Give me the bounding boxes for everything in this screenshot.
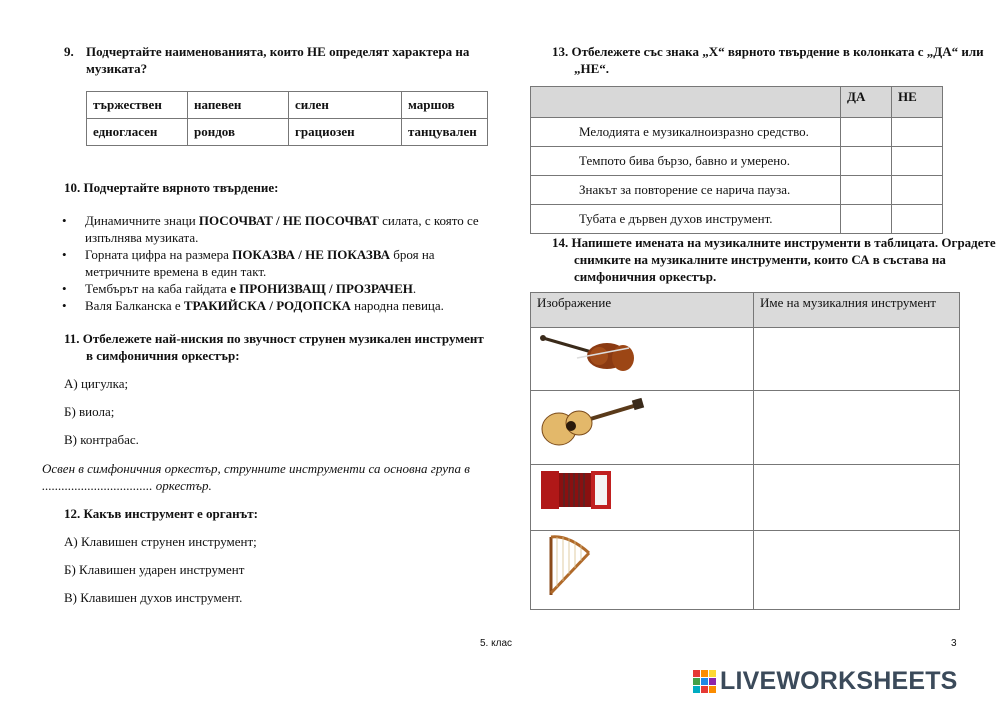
page-number: 3 <box>951 638 957 649</box>
answer-option[interactable]: А) Клавишен струнен инструмент; <box>64 534 257 549</box>
liveworksheets-logo[interactable] <box>693 667 958 696</box>
question-number: 9. <box>64 44 74 59</box>
statement-item[interactable]: • Тембърът на каба гайдата е ПРОНИЗВАЩ / ПРОЗРАЧЕН. <box>60 280 490 297</box>
harp-icon <box>537 531 597 599</box>
no-cell[interactable] <box>892 147 943 176</box>
yes-cell[interactable] <box>841 118 892 147</box>
answer-option[interactable]: В) Клавишен духов инструмент. <box>64 590 243 605</box>
word-cell[interactable]: танцувален <box>402 119 488 146</box>
name-column-header: Име на музикалния инструмент <box>754 293 960 328</box>
word-cell[interactable]: едногласен <box>87 119 188 146</box>
question-14-title: 14. Напишете имената на музикалните инструменти в таблицата. Оградете снимките на музикалните инструменти, които СА в състава на симфоничния оркестър. <box>552 235 996 284</box>
footer-grade: 5. клас <box>480 638 513 649</box>
word-cell[interactable]: тържествен <box>87 92 188 119</box>
name-input-cell[interactable] <box>754 328 960 391</box>
statement-cell: Знакът за повторение се нарича пауза. <box>531 176 841 205</box>
image-cell[interactable] <box>531 531 754 610</box>
characters-table <box>86 91 488 146</box>
answer-option[interactable]: Б) Клавишен ударен инструмент <box>64 562 245 577</box>
word-cell[interactable]: силен <box>289 92 402 119</box>
statement-list <box>60 212 490 314</box>
true-false-table <box>530 86 943 234</box>
statement-item[interactable]: • Валя Балканска е ТРАКИЙСКА / РОДОПСКА народна певица. <box>60 297 490 314</box>
name-input-cell[interactable] <box>754 465 960 531</box>
word-cell[interactable]: рондов <box>188 119 289 146</box>
name-input-cell[interactable] <box>754 531 960 610</box>
statement-cell: Мелодията е музикалноизразно средство. <box>531 118 841 147</box>
question-13-title: 13. Отбележете със знака „X“ вярното твърдение в колонката с „ДА“ или „НЕ“. <box>552 44 984 76</box>
instruments-table <box>530 292 960 610</box>
violin-icon <box>537 328 637 378</box>
header-blank <box>531 87 841 118</box>
image-cell[interactable] <box>531 328 754 391</box>
answer-option[interactable]: А) цигулка; <box>64 376 129 391</box>
statement-cell: Тубата е дървен духов инструмент. <box>531 205 841 234</box>
question-9 <box>64 43 504 77</box>
yes-cell[interactable] <box>841 147 892 176</box>
word-cell[interactable]: напевен <box>188 92 289 119</box>
guitar-icon <box>537 391 647 451</box>
accordion-icon <box>537 465 627 515</box>
no-header: НЕ <box>892 87 943 118</box>
image-cell[interactable] <box>531 391 754 465</box>
no-cell[interactable] <box>892 118 943 147</box>
question-11-title: 11. Отбележете най-ниския по звучност струнен музикален инструмент в симфоничния оркестър: <box>64 331 484 363</box>
image-column-header: Изображение <box>531 293 754 328</box>
word-cell[interactable]: маршов <box>402 92 488 119</box>
question-10-title: 10. Подчертайте вярното твърдение: <box>64 180 279 195</box>
no-cell[interactable] <box>892 176 943 205</box>
answer-option[interactable]: В) контрабас. <box>64 432 139 447</box>
name-input-cell[interactable] <box>754 391 960 465</box>
statement-item[interactable]: • Динамичните знаци ПОСОЧВАТ / НЕ ПОСОЧВАТ силата, с която се изпълнява музиката. <box>60 212 490 246</box>
no-cell[interactable] <box>892 205 943 234</box>
yes-header: ДА <box>841 87 892 118</box>
question-12-title: 12. Какъв инструмент е органът: <box>64 506 258 521</box>
image-cell[interactable] <box>531 465 754 531</box>
fill-in-sentence[interactable]: Освен в симфоничния оркестър, струнните инструменти са основна група в .................................. оркестър. <box>42 461 470 493</box>
statement-cell: Темпото бива бързо, бавно и умерено. <box>531 147 841 176</box>
answer-option[interactable]: Б) виола; <box>64 404 115 419</box>
yes-cell[interactable] <box>841 176 892 205</box>
word-cell[interactable]: грациозен <box>289 119 402 146</box>
question-text: Подчертайте наименованията, които НЕ определят характера на музиката? <box>86 44 470 76</box>
liveworksheets-icon <box>693 670 717 694</box>
yes-cell[interactable] <box>841 205 892 234</box>
logo-text: LIVEWORKSHEETS <box>720 667 958 695</box>
statement-item[interactable]: • Горната цифра на размера ПОКАЗВА / НЕ ПОКАЗВА броя на метричните времена в един такт. <box>60 246 490 280</box>
